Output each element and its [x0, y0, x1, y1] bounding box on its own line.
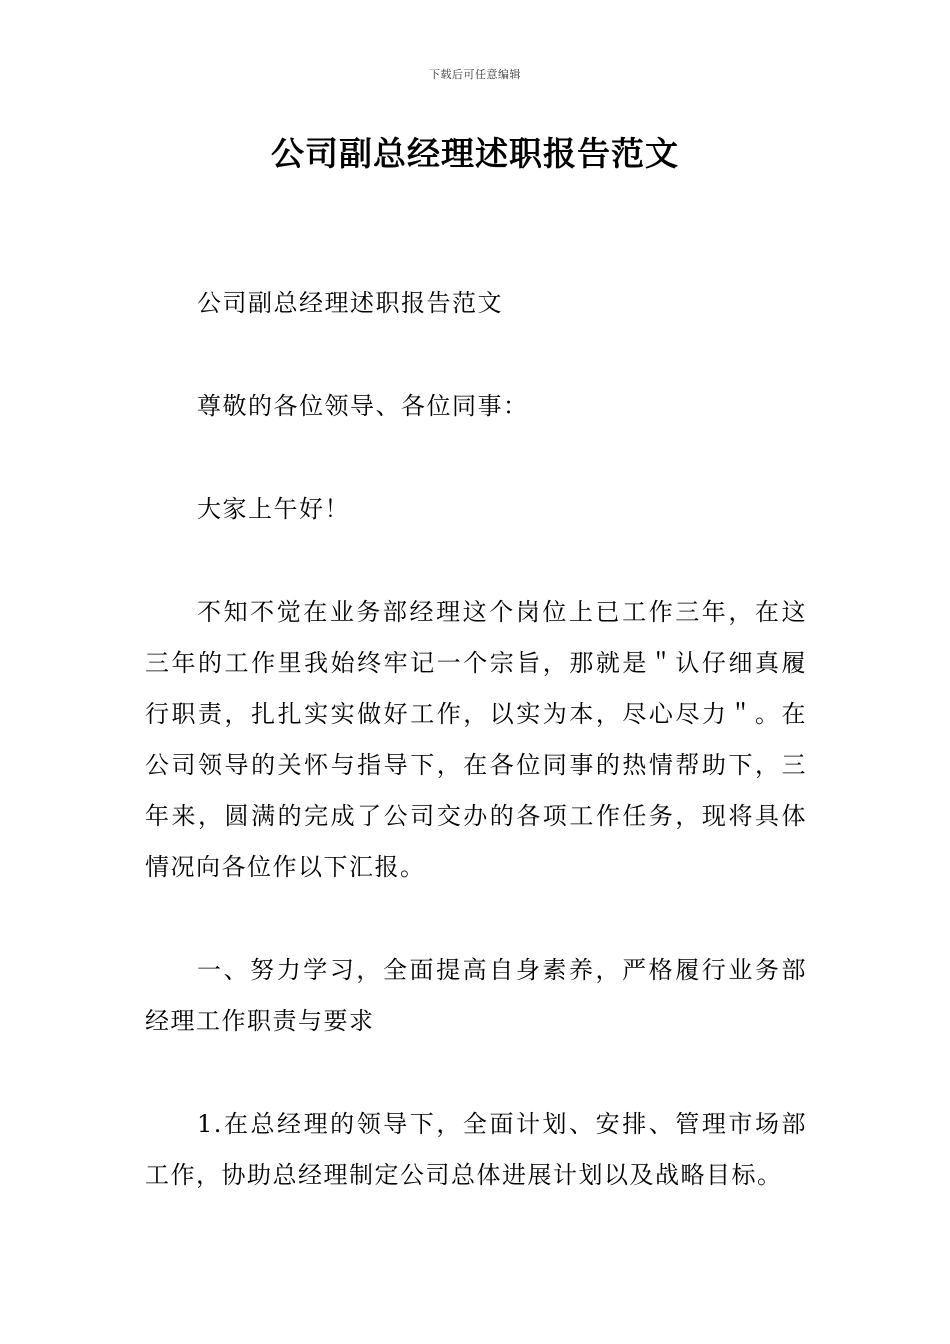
paragraph-greeting: 大家上午好！	[197, 495, 350, 523]
paragraph-salutation: 尊敬的各位领导、各位同事：	[197, 392, 529, 420]
paragraph-item-1: 1.在总经理的领导下，全面计划、安排、管理市场部工作，协助总经理制定公司总体进展计划以及战略目标。	[145, 1110, 807, 1189]
paragraph-intro: 不知不觉在业务部经理这个岗位上已工作三年，在这三年的工作里我始终牢记一个宗旨，那就是＂认仔细真履行职责，扎扎实实做好工作，以实为本，尽心尽力＂。在公司领导的关怀与指导下，在各位同事的热情帮助下，三年来，圆满的完成了公司交办的各项工作任务，现将具体情况向各位作以下汇报。	[145, 598, 807, 881]
document-title: 公司副总经理述职报告范文	[271, 134, 679, 173]
paragraph-subtitle: 公司副总经理述职报告范文	[197, 289, 503, 317]
document-body	[145, 278, 807, 1201]
header-note: 下载后可任意编辑	[429, 68, 521, 81]
paragraph-section-heading: 一、努力学习，全面提高自身素养，严格履行业务部经理工作职责与要求	[145, 956, 807, 1035]
